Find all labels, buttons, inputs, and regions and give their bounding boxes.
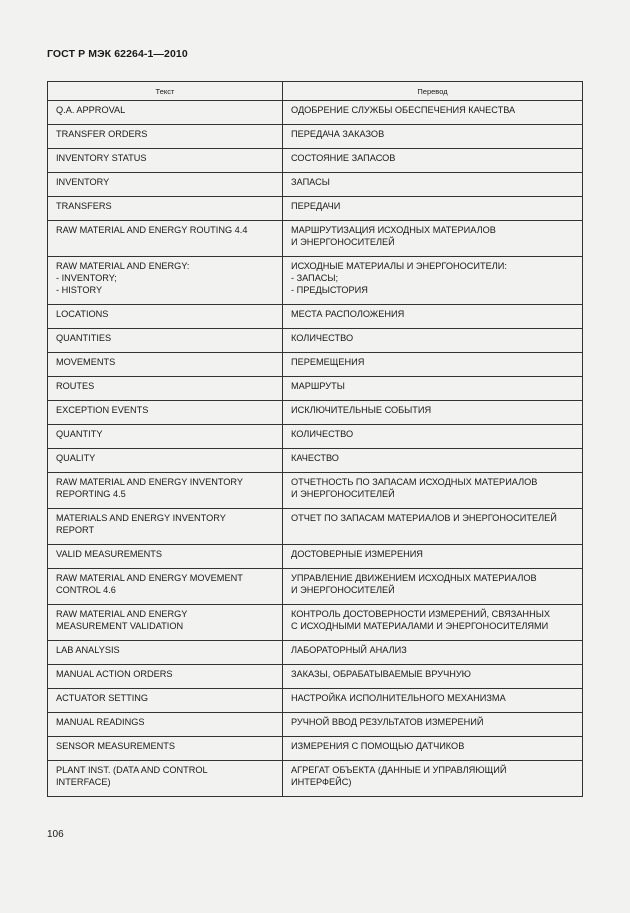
term-cell: LAB ANALYSIS (48, 641, 283, 665)
translation-cell: ОТЧЕТ ПО ЗАПАСАМ МАТЕРИАЛОВ И ЭНЕРГОНОСИТЕЛЕЙ (283, 509, 583, 545)
table-row (48, 713, 583, 737)
table-row (48, 473, 583, 509)
translation-cell: ЗАПАСЫ (283, 173, 583, 197)
term-cell: RAW MATERIAL AND ENERGY MEASUREMENT VALIDATION (48, 605, 283, 641)
table-row (48, 149, 583, 173)
document-header: ГОСТ Р МЭК 62264-1—2010 (47, 48, 188, 60)
term-cell: MANUAL READINGS (48, 713, 283, 737)
column-header-translation: Перевод (283, 82, 583, 101)
table-row (48, 641, 583, 665)
column-header-text: Текст (48, 82, 283, 101)
translation-cell: ОДОБРЕНИЕ СЛУЖБЫ ОБЕСПЕЧЕНИЯ КАЧЕСТВА (283, 101, 583, 125)
table-row (48, 197, 583, 221)
term-cell: QUANTITIES (48, 329, 283, 353)
term-cell: EXCEPTION EVENTS (48, 401, 283, 425)
translation-cell: ДОСТОВЕРНЫЕ ИЗМЕРЕНИЯ (283, 545, 583, 569)
table-row (48, 605, 583, 641)
table-row (48, 257, 583, 305)
term-cell: QUANTITY (48, 425, 283, 449)
table-row (48, 329, 583, 353)
term-cell: INVENTORY STATUS (48, 149, 283, 173)
table-header-row (48, 82, 583, 101)
translation-cell: МЕСТА РАСПОЛОЖЕНИЯ (283, 305, 583, 329)
translation-cell: АГРЕГАТ ОБЪЕКТА (ДАННЫЕ И УПРАВЛЯЮЩИЙ ИНТЕРФЕЙС) (283, 761, 583, 797)
translation-table (47, 81, 583, 797)
table-row (48, 665, 583, 689)
translation-cell: МАРШРУТЫ (283, 377, 583, 401)
term-cell: INVENTORY (48, 173, 283, 197)
term-cell: RAW MATERIAL AND ENERGY INVENTORY REPORTING 4.5 (48, 473, 283, 509)
table-row (48, 377, 583, 401)
table-row (48, 761, 583, 797)
translation-cell: ЛАБОРАТОРНЫЙ АНАЛИЗ (283, 641, 583, 665)
table-row (48, 545, 583, 569)
translation-cell: ЗАКАЗЫ, ОБРАБАТЫВАЕМЫЕ ВРУЧНУЮ (283, 665, 583, 689)
term-cell: Q.A. APPROVAL (48, 101, 283, 125)
translation-cell: НАСТРОЙКА ИСПОЛНИТЕЛЬНОГО МЕХАНИЗМА (283, 689, 583, 713)
term-cell: VALID MEASUREMENTS (48, 545, 283, 569)
term-cell: TRANSFERS (48, 197, 283, 221)
term-cell: SENSOR MEASUREMENTS (48, 737, 283, 761)
translation-cell: КОЛИЧЕСТВО (283, 425, 583, 449)
translation-cell: УПРАВЛЕНИЕ ДВИЖЕНИЕМ ИСХОДНЫХ МАТЕРИАЛОВ И ЭНЕРГОНОСИТЕЛЕЙ (283, 569, 583, 605)
table-row (48, 425, 583, 449)
translation-cell: КОНТРОЛЬ ДОСТОВЕРНОСТИ ИЗМЕРЕНИЙ, СВЯЗАННЫХ С ИСХОДНЫМИ МАТЕРИАЛАМИ И ЭНЕРГОНОСИТЕЛЯМИ (283, 605, 583, 641)
page-number: 106 (47, 829, 64, 840)
table-row (48, 449, 583, 473)
table-row (48, 353, 583, 377)
translation-cell: ИСКЛЮЧИТЕЛЬНЫЕ СОБЫТИЯ (283, 401, 583, 425)
term-cell: MANUAL ACTION ORDERS (48, 665, 283, 689)
translation-cell: КОЛИЧЕСТВО (283, 329, 583, 353)
table-row (48, 221, 583, 257)
translation-cell: КАЧЕСТВО (283, 449, 583, 473)
table-row (48, 305, 583, 329)
table-row (48, 737, 583, 761)
translation-cell: ПЕРЕДАЧИ (283, 197, 583, 221)
table-row (48, 689, 583, 713)
term-cell: TRANSFER ORDERS (48, 125, 283, 149)
table-row (48, 401, 583, 425)
translation-cell: ОТЧЕТНОСТЬ ПО ЗАПАСАМ ИСХОДНЫХ МАТЕРИАЛОВ И ЭНЕРГОНОСИТЕЛЕЙ (283, 473, 583, 509)
term-cell: RAW MATERIAL AND ENERGY: - INVENTORY; - HISTORY (48, 257, 283, 305)
translation-cell: ИСХОДНЫЕ МАТЕРИАЛЫ И ЭНЕРГОНОСИТЕЛИ: - ЗАПАСЫ; - ПРЕДЫСТОРИЯ (283, 257, 583, 305)
translation-cell: РУЧНОЙ ВВОД РЕЗУЛЬТАТОВ ИЗМЕРЕНИЙ (283, 713, 583, 737)
term-cell: MATERIALS AND ENERGY INVENTORY REPORT (48, 509, 283, 545)
term-cell: RAW MATERIAL AND ENERGY MOVEMENT CONTROL 4.6 (48, 569, 283, 605)
translation-cell: ПЕРЕМЕЩЕНИЯ (283, 353, 583, 377)
translation-cell: МАРШРУТИЗАЦИЯ ИСХОДНЫХ МАТЕРИАЛОВ И ЭНЕРГОНОСИТЕЛЕЙ (283, 221, 583, 257)
translation-cell: ИЗМЕРЕНИЯ С ПОМОЩЬЮ ДАТЧИКОВ (283, 737, 583, 761)
table-row (48, 125, 583, 149)
table-row (48, 569, 583, 605)
table-row (48, 509, 583, 545)
term-cell: LOCATIONS (48, 305, 283, 329)
term-cell: QUALITY (48, 449, 283, 473)
term-cell: MOVEMENTS (48, 353, 283, 377)
translation-cell: СОСТОЯНИЕ ЗАПАСОВ (283, 149, 583, 173)
table-row (48, 173, 583, 197)
term-cell: PLANT INST. (DATA AND CONTROL INTERFACE) (48, 761, 283, 797)
term-cell: RAW MATERIAL AND ENERGY ROUTING 4.4 (48, 221, 283, 257)
term-cell: ROUTES (48, 377, 283, 401)
term-cell: ACTUATOR SETTING (48, 689, 283, 713)
table-row (48, 101, 583, 125)
translation-cell: ПЕРЕДАЧА ЗАКАЗОВ (283, 125, 583, 149)
